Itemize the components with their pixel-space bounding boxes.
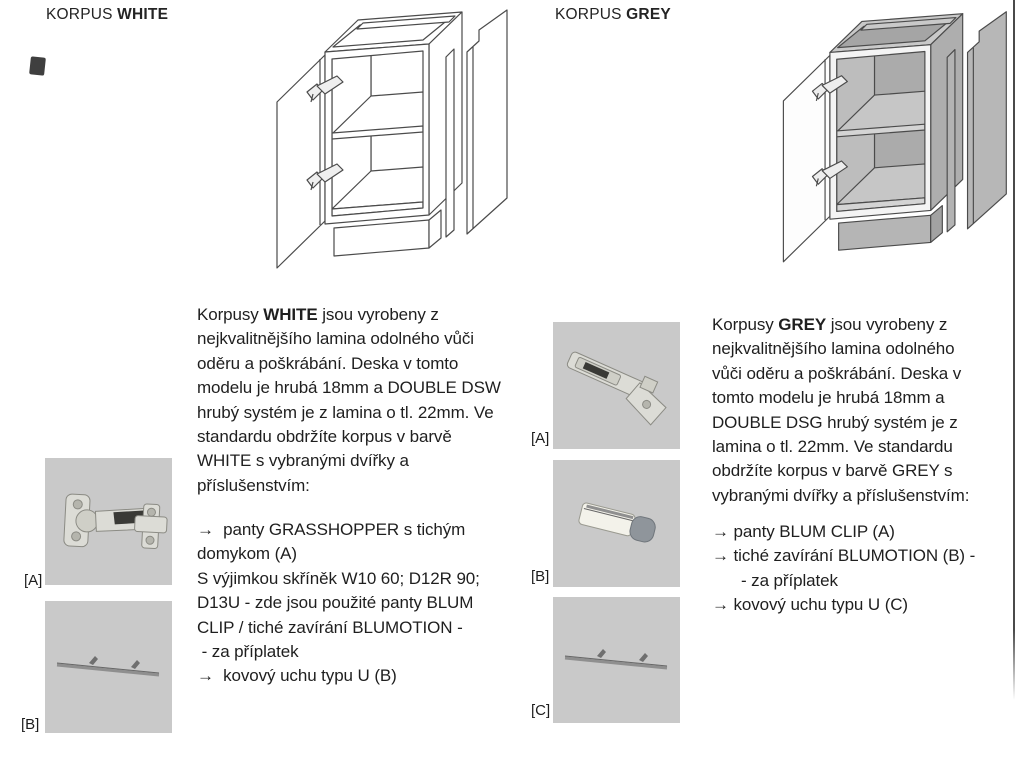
list-line: CLIP / tiché zavírání BLUMOTION - [197,617,463,637]
text-line: oděru a poškrábání. Deska v tomto [197,353,459,373]
list-line: D13U - zde jsou použité panty BLUM [197,593,474,613]
list-line: → tiché zavírání BLUMOTION (B) - [712,546,976,566]
photo-grasshopper-hinge [45,458,172,585]
list-line: - za příplatek [741,570,838,590]
label-a-grey: [A] [531,430,550,447]
grasshopper-hinge-image [45,458,172,585]
text-line: vybranými dvířky a příslušenstvím: [712,485,970,505]
text-line: obdržíte korpus v barvě GREY s [712,461,953,481]
u-handle-image [553,597,680,723]
label-c-grey: [C] [531,702,551,719]
text-line: hrubý systém je z lamina o tl. 22mm. Ve [197,402,494,422]
white-accessories-list [197,518,537,689]
list-line: S výjimkou skříněk W10 60; D12R 90; [197,568,480,588]
title-bold: WHITE [117,6,169,23]
korpus-white-title [46,6,168,24]
text-line: příslušenstvím: [197,475,310,495]
white-description [197,303,532,498]
grey-accessories-list [712,520,1012,618]
title-prefix: KORPUS [46,6,118,23]
text-line: Korpusy WHITE jsou vyrobeny z [197,305,439,324]
list-line: → panty GRASSHOPPER s tichým [197,520,466,539]
label-a-white: [A] [24,572,43,589]
text-line: nejkvalitnějšího lamina odolného [712,339,955,359]
plinth [334,220,429,256]
text-line: tomto modelu je hrubá 18mm a [712,388,945,408]
u-handle-image [45,601,172,733]
list-line: → kovový uchu typu U (B) [197,666,397,686]
korpus-grey-title [555,6,671,24]
text-line: nejkvalitnějšího lamina odolného vůči [197,329,474,349]
text-line: Korpusy GREY jsou vyrobeny z [712,315,948,334]
text-line: standardu obdržíte korpus v barvě [197,427,452,447]
text-line: lamina o tl. 22mm. Ve standardu [712,437,953,457]
page-border-line [1013,0,1015,700]
text-line: DOUBLE DSG hrubý systém je z [712,412,958,432]
list-line: domykom (A) [197,544,297,564]
scan-artifact [29,56,46,75]
text-line: WHITE s vybranými dvířky a [197,451,409,471]
photo-blumotion-damper [553,460,680,587]
title-prefix: KORPUS [555,6,627,23]
list-line: → kovový uchu typu U (C) [712,595,908,615]
photo-u-handle-grey [553,597,680,723]
cover-panel-thin [947,50,955,232]
blum-clip-hinge-image [553,322,680,449]
cover-panel-thin [446,49,454,237]
photo-u-handle-white [45,601,172,733]
label-b-grey: [B] [531,568,550,585]
blumotion-damper-image [553,460,680,587]
list-line: → panty BLUM CLIP (A) [712,522,895,541]
text-line: modelu je hrubá 18mm a DOUBLE DSW [197,378,501,398]
cabinet-drawing-white [256,2,518,294]
photo-blum-clip-hinge [553,322,680,449]
plinth [839,215,931,250]
title-bold: GREY [626,6,671,23]
cabinet-drawing-grey [764,4,1016,287]
list-line: - za příplatek [197,642,299,662]
text-line: vůči oděru a poškrábání. Deska v [712,363,962,383]
grey-description [712,313,1012,508]
label-b-white: [B] [21,716,40,733]
